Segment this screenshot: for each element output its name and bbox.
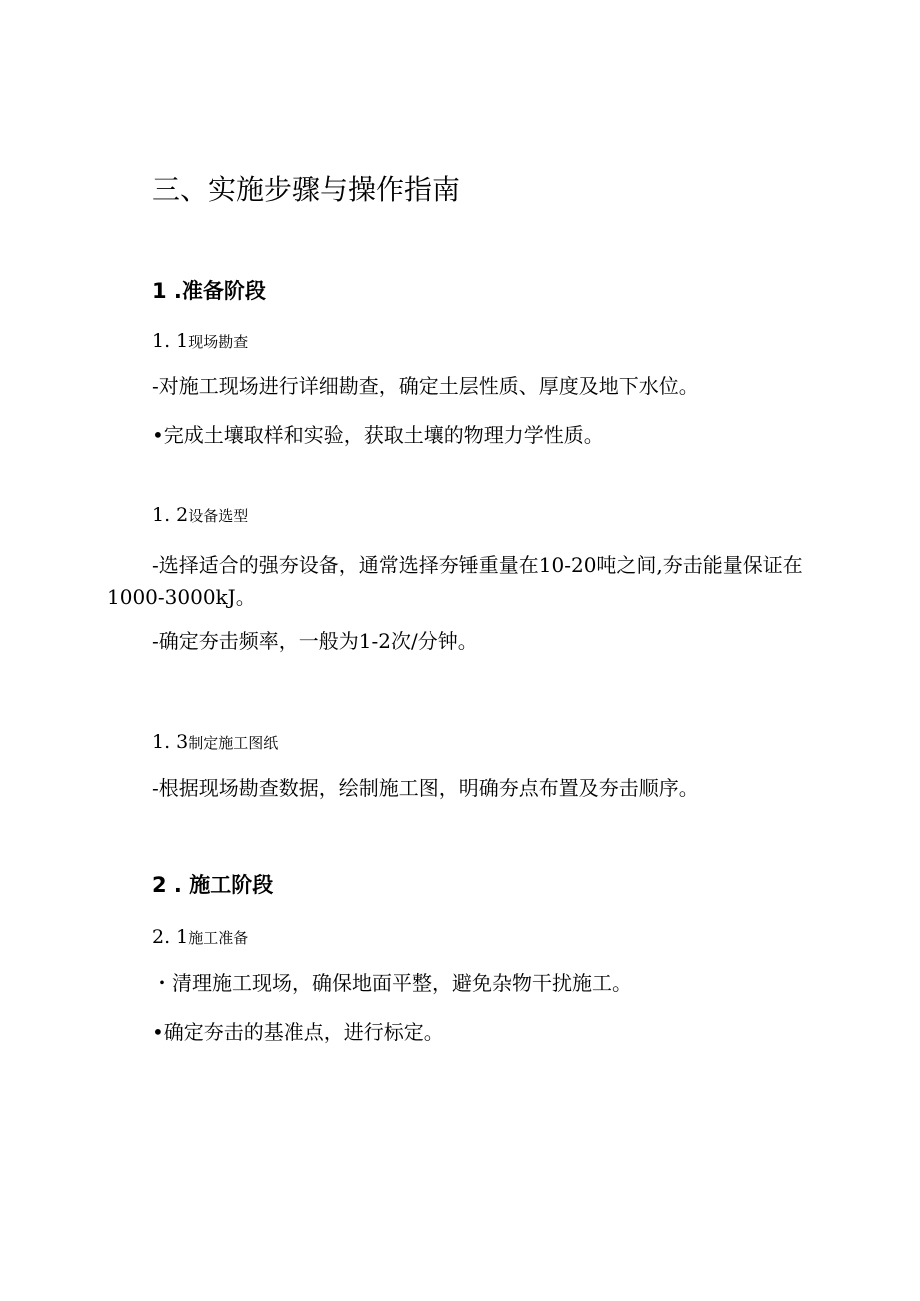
subsection-number: 1. 1 (152, 330, 189, 352)
paragraph: •确定夯击的基准点，进行标定。 (152, 1020, 444, 1044)
subsection-1-3-heading (152, 733, 278, 752)
phase2-title: 2 . 施工阶段 (152, 873, 274, 897)
section-title: 三、实施步骤与操作指南 (152, 173, 461, 206)
subsection-1-2-heading (152, 506, 248, 525)
subsection-number: 2. 1 (152, 926, 189, 948)
subsection-label: 制定施工图纸 (188, 734, 279, 752)
paragraph: •完成土壤取样和实验，获取土壤的物理力学性质。 (152, 423, 604, 447)
paragraph: -对施工现场进行详细勘查，确定土层性质、厚度及地下水位。 (152, 374, 699, 398)
paragraph: -选择适合的强夯设备，通常选择夯锤重量在10-20吨之间,夯击能量保证在1000-3000kJ。 (107, 553, 803, 609)
phase1-title: 1 .准备阶段 (152, 279, 266, 303)
subsection-1-1-heading (152, 332, 248, 351)
paragraph: -根据现场勘查数据，绘制施工图，明确夯点布置及夯击顺序。 (152, 776, 699, 800)
paragraph: -确定夯击频率，一般为1-2次/分钟。 (152, 629, 478, 653)
paragraph: ・清理施工现场，确保地面平整，避免杂物干扰施工。 (152, 971, 632, 995)
subsection-2-1-heading (152, 928, 248, 947)
subsection-label: 现场勘查 (188, 333, 249, 351)
subsection-number: 1. 3 (152, 731, 189, 753)
subsection-number: 1. 2 (152, 504, 189, 526)
subsection-label: 施工准备 (188, 929, 249, 947)
subsection-label: 设备选型 (188, 507, 249, 525)
